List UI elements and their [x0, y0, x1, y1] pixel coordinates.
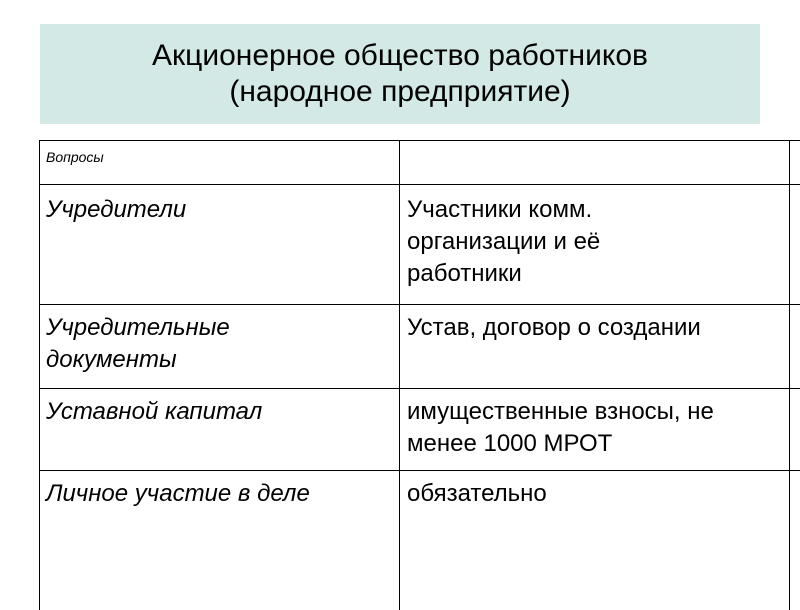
- questions-table: [39, 140, 800, 610]
- slide-title: [40, 24, 760, 124]
- table-border-left: [39, 140, 40, 610]
- table-row-divider: [39, 304, 800, 305]
- table-cell-question: Учредители: [46, 196, 187, 223]
- table-cell-answer: Устав, договор о создании: [407, 314, 701, 341]
- table-cell-answer: Участники комм. организации и её работники: [407, 196, 601, 287]
- table-cell-answer: обязательно: [407, 480, 547, 507]
- table-row-divider: [39, 184, 800, 185]
- table-cell-answer: имущественные взносы, не менее 1000 МРОТ: [407, 398, 714, 457]
- table-divider-right: [789, 140, 790, 610]
- table-cell-question: Учредительные документы: [46, 314, 230, 373]
- table-border-top: [39, 140, 800, 141]
- table-cell-question: Личное участие в деле: [46, 480, 310, 507]
- table-divider-middle: [399, 140, 400, 610]
- table-header-questions: Вопросы: [46, 149, 104, 165]
- table-cell-question: Уставной капитал: [46, 398, 263, 425]
- title-line-2: (народное предприятие): [229, 75, 571, 108]
- title-line-1: Акционерное общество работников: [152, 39, 648, 72]
- table-row-divider: [39, 470, 800, 471]
- table-row-divider: [39, 388, 800, 389]
